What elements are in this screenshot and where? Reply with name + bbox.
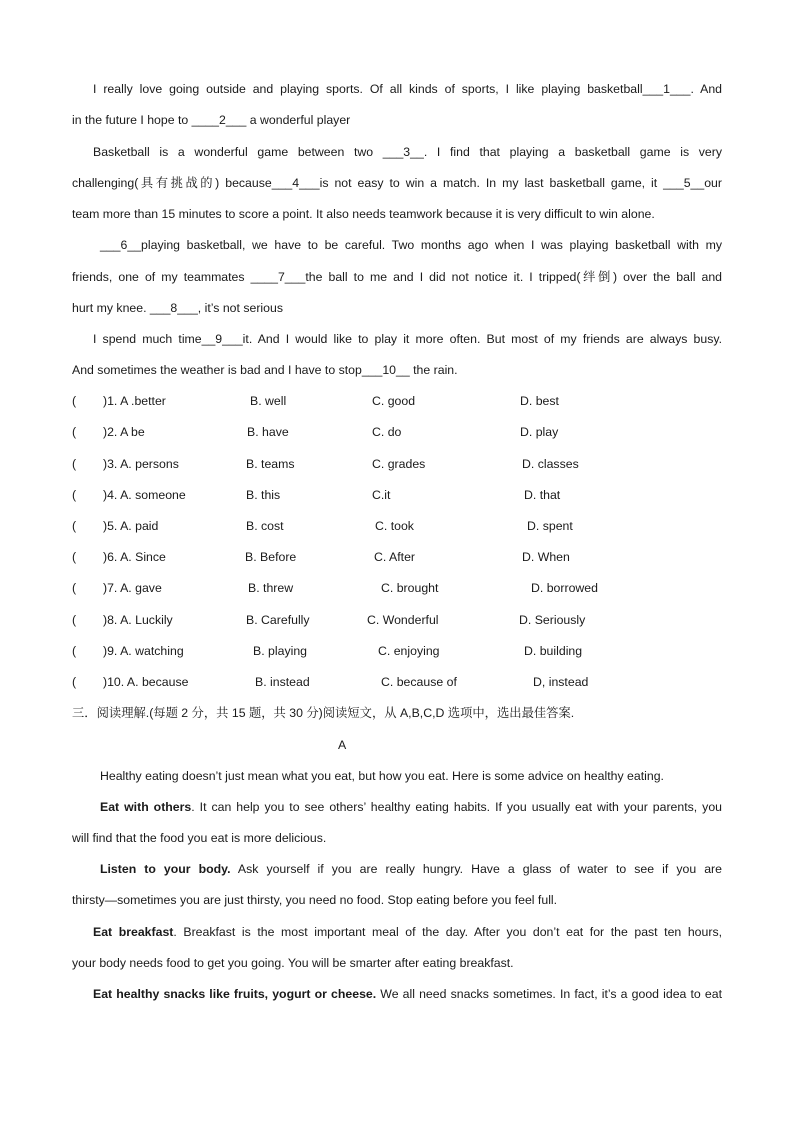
answer-blank[interactable]: ( xyxy=(72,675,77,689)
tip1-heading: Eat with others xyxy=(100,800,192,814)
option-d: D. spent xyxy=(527,519,573,533)
option-a: )10. A. because xyxy=(103,675,189,689)
reading-intro: Healthy eating doesn’t just mean what you eat, but how you eat. Here is some advice on healthy eating. xyxy=(100,769,664,783)
answer-blank[interactable]: ( xyxy=(72,644,77,658)
option-d: D. best xyxy=(520,394,559,408)
passage-label: A xyxy=(338,738,347,752)
option-d: D. classes xyxy=(522,457,579,471)
option-c: C. After xyxy=(374,550,416,564)
tip2-heading: Listen to your body. xyxy=(100,862,231,876)
question-row xyxy=(72,456,732,472)
option-a: )6. A. Since xyxy=(103,550,166,564)
option-b: B. threw xyxy=(248,581,294,595)
tip3-line2: your body needs food to get you going. You will be smarter after eating breakfast. xyxy=(72,956,514,970)
question-row xyxy=(72,549,732,565)
option-d: D. When xyxy=(522,550,570,564)
option-d: D. play xyxy=(520,425,559,439)
option-a: )1. A .better xyxy=(103,394,166,408)
tip1-line1 xyxy=(100,799,722,815)
option-c: C. because of xyxy=(381,675,457,689)
option-b: B. instead xyxy=(255,675,310,689)
option-c: C. grades xyxy=(372,457,426,471)
question-row xyxy=(72,580,732,596)
question-row xyxy=(72,393,732,409)
option-c: C. good xyxy=(372,394,416,408)
option-a: )5. A. paid xyxy=(103,519,159,533)
option-c: C. brought xyxy=(381,581,439,595)
question-row xyxy=(72,424,732,440)
cloze-p3-line1: ___6__playing basketball, we have to be careful. Two months ago when I was playing basketball with my xyxy=(100,238,722,252)
option-b: B. Carefully xyxy=(246,613,310,627)
tip4-text: We all need snacks sometimes. In fact, it’s a good idea to eat xyxy=(376,987,723,1001)
option-d: D. borrowed xyxy=(531,581,598,595)
tip2-text: Ask yourself if you are really hungry. Have a glass of water to see if you are xyxy=(230,862,722,876)
cloze-p2-line3: team more than 15 minutes to score a point. It also needs teamwork because it is very difficult to win alone. xyxy=(72,207,655,221)
option-c: C. enjoying xyxy=(378,644,440,658)
tip4-line1 xyxy=(93,986,722,1002)
section-title: 三．阅读理解.(每题 2 分，共 15 题，共 30 分)阅读短文，从 A,B,C,D 选项中，选出最佳答案. xyxy=(72,706,575,720)
tip2-line2: thirsty—sometimes you are just thirsty, you need no food. Stop eating before you feel full. xyxy=(72,893,558,907)
answer-blank[interactable]: ( xyxy=(72,613,77,627)
answer-blank[interactable]: ( xyxy=(72,488,77,502)
cloze-p3-line2: friends, one of my teammates ____7___the ball to me and I did not notice it. I tripped(绊倒) over the ball and xyxy=(72,270,722,284)
cloze-p2-line1: Basketball is a wonderful game between two ___3__. I find that playing a basketball game is very xyxy=(93,145,722,159)
option-d: D. that xyxy=(524,488,561,502)
cloze-p1-line1: I really love going outside and playing sports. Of all kinds of sports, I like playing basketball___1___. And xyxy=(93,82,722,96)
option-a: )7. A. gave xyxy=(103,581,162,595)
answer-blank[interactable]: ( xyxy=(72,550,77,564)
option-b: B. well xyxy=(250,394,287,408)
option-c: C. took xyxy=(375,519,414,533)
option-d: D. building xyxy=(524,644,583,658)
cloze-p4-line2: And sometimes the weather is bad and I have to stop___10__ the rain. xyxy=(72,363,458,377)
option-d: D, instead xyxy=(533,675,589,689)
option-c: C.it xyxy=(372,488,391,502)
cloze-p4-line1: I spend much time__9___it. And I would like to play it more often. But most of my friends are always busy. xyxy=(93,332,722,346)
option-a: )4. A. someone xyxy=(103,488,186,502)
option-a: )8. A. Luckily xyxy=(103,613,173,627)
cloze-p1-line2: in the future I hope to ____2___ a wonderful player xyxy=(72,113,351,127)
option-a: )9. A. watching xyxy=(103,644,184,658)
cloze-p2-line2: challenging(具有挑战的) because___4___is not easy to win a match. In my last basketball game, it ___5__our xyxy=(72,176,722,190)
tip3-text: . Breakfast is the most important meal of the day. After you don’t eat for the past ten hours, xyxy=(173,925,723,939)
question-row xyxy=(72,518,732,534)
option-b: B. teams xyxy=(246,457,295,471)
answer-blank[interactable]: ( xyxy=(72,457,77,471)
tip2-line1 xyxy=(100,861,722,877)
cloze-p3-line3: hurt my knee. ___8___, it’s not serious xyxy=(72,301,283,315)
question-row xyxy=(72,674,732,690)
question-row xyxy=(72,487,732,503)
option-b: B. this xyxy=(246,488,281,502)
option-b: B. cost xyxy=(246,519,284,533)
option-c: C. do xyxy=(372,425,402,439)
option-c: C. Wonderful xyxy=(367,613,439,627)
answer-blank[interactable]: ( xyxy=(72,425,77,439)
tip3-line1 xyxy=(93,924,722,940)
option-b: B. have xyxy=(247,425,289,439)
tip1-line2: will find that the food you eat is more delicious. xyxy=(72,831,327,845)
tip3-heading: Eat breakfast xyxy=(93,925,174,939)
question-row xyxy=(72,643,732,659)
option-b: B. Before xyxy=(245,550,297,564)
question-row xyxy=(72,612,732,628)
tip1-text: . It can help you to see others’ healthy eating habits. If you usually eat with your parents, you xyxy=(191,800,722,814)
answer-blank[interactable]: ( xyxy=(72,581,77,595)
answer-blank[interactable]: ( xyxy=(72,519,77,533)
answer-blank[interactable]: ( xyxy=(72,394,77,408)
option-b: B. playing xyxy=(253,644,308,658)
option-d: D. Seriously xyxy=(519,613,586,627)
tip4-heading: Eat healthy snacks like fruits, yogurt or cheese. xyxy=(93,987,377,1001)
option-a: )2. A be xyxy=(103,425,145,439)
option-a: )3. A. persons xyxy=(103,457,179,471)
